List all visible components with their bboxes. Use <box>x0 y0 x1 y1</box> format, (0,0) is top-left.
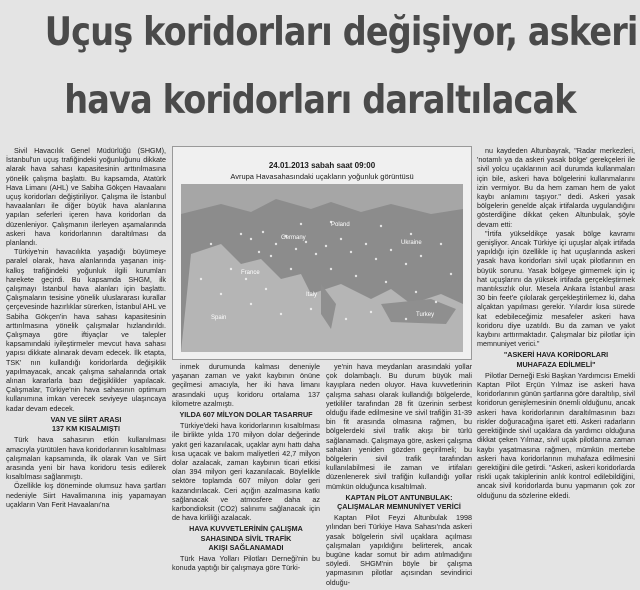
map-caption-title: Avrupa Havasahasındaki uçakların yoğunluk görüntüsü <box>230 172 414 181</box>
paragraph: nu kaydeden Altunbayrak, "Radar merkezleri, 'notamlı ya da askeri yasak bölge' gerekçeleri ile sivil yolcu uçaklarının acil durumda kullanmaları için bile, askeri hava bölgelerini kullanmalarını izin vermiyor. Bu da hem zaman hem de yakıt kaybı anlamını taşıyor." dedi. Askeri yasak bölgelerin genelde alçak irtifalarda uygulandığını gösterdiğine dikkat çeken Altunbulak, şöyle devam etti: <box>477 146 635 229</box>
subheading: SAHASINDA SİVİL TRAFİK <box>200 533 292 543</box>
map-label-france: France <box>241 270 260 276</box>
subheading: ÇALIŞMALAR MEMNUNİYET VERİCİ <box>337 502 461 512</box>
paragraph: Pilotlar Derneği Eski Başkan Yardımcısı Emekli Kaptan Pilot Erçün Yılmaz ise askeri hava koridorlarının günün şartlarına göre daraltılıp, sivil koridorun genişlemesinin önemli olduğunu, ancak askeri hava koridorlarının daraltılmasının bazı riskler doğuracağına işaret etti. Askeri radarların gerektiğinde sivil uçaklara da yardımcı olduğuna dikkat çeken Yılmaz, sivil uçak pilotlarına zaman kaybı yaşatmasına rağmen, mümkün mertebe askeri hava koridorlarının muhafaza edilmesini gerektiğini dile getirdi. "Askeri, askeri koridorlarda riskli uçak takiplerinin anlık kontrol edilebildiğini, ancak sivil koridorlarda bunu yapmanın çok zor olduğunu da sözlerine ekledi. <box>477 370 635 500</box>
map-caption-date: 24.01.2013 sabah saat 09:00 <box>268 161 376 170</box>
paragraph: ye'nin hava meydanları arasındaki yollar çok dolambaçlı. Bu durum büyük mali kayıplara neden oluyor. Hava kuvvetlerinin çalışma sahası olarak kullandığı bölgelerde, yetkililer tarafından 28 fit üzerinin serbest olduğu ifade edilmesine ve sivil trafiğin 31-39 bin fit arasında olmasına rağmen, bu bölgelerdeki sivil trafik akışı bir türlü sağlanamadı. Çalışmaya göre, askeri çalışma sahaları yeniden gözden geçirilmeli; bu bölgelerin sivil trafik tarafından kullanılabilmesi ile zaman ve irtifaları düzenlenerek sivil trafiğin kullandığı yollar mümkün olduğunca kısaltılmalı. <box>326 362 472 491</box>
subheading: HAVA KUVVETLERİNİN ÇALIŞMA <box>189 524 303 534</box>
map-label-poland: Poland <box>331 222 350 228</box>
paragraph: inmek durumunda kalması deneniyle yaşanan zaman ve yakıt kaybının önüne geçilmesi amacıyla, her iki hava limanı arasındaki uçuş koridoru ortalama 137 kilometre azalmıştı. <box>172 362 320 408</box>
column-3 <box>326 362 472 587</box>
map-label-ukraine: Ukraine <box>401 240 422 246</box>
subheading: "ASKERİ HAVA KORİDORLARI <box>503 350 609 360</box>
paragraph: Sivil Havacılık Genel Müdürlüğü (SHGM), İstanbul'un uçuş trafiğindeki yoğunluğunu dikkate alarak hava sahası kapasitesinin arttırılmasına yönelik çalışma başlattı. Bu kapsamda, Atatürk Hava Limanı (AHL) ve Sabiha Gökçen Havaalanı uçuş koridorları değiştiriliyor. Çalışma ile İstanbul havaalanları ile diğer büyük hava alanlarına yapılan seferleri içeren hava koridorları da düzenleniyor. Çalışmanın ilerleyen aşamalarında askeri hava koridorlarının daraltılması da planlandı. <box>6 146 166 248</box>
traffic-density-map <box>181 184 463 352</box>
air-traffic-map-figure <box>172 146 472 360</box>
paragraph: Özellikle kış döneminde olumsuz hava şartları nedeniyle Siirt Havalimanına iniş yapamayan uçakların Van Ferit Havaalanı'na <box>6 481 166 509</box>
column-1 <box>6 146 166 509</box>
paragraph: Türk Hava Yolları Pilotları Derneği'nin bu konuda yaptığı bir çalışmaya göre Türki- <box>172 554 320 573</box>
headline-line-2: hava koridorları daraltılacak <box>64 78 576 123</box>
map-label-italy: Italy <box>306 292 318 298</box>
headline-line-1: Uçuş koridorları değişiyor, askeri <box>44 10 638 55</box>
map-label-spain: Spain <box>211 315 227 321</box>
subheading: MUHAFAZA EDİLMELİ" <box>516 359 596 369</box>
subheading: VAN VE SİİRT ARASI <box>50 414 122 424</box>
subheading: YILDA 607 MİLYON DOLAR TASARRUF <box>179 410 313 420</box>
paragraph: "İrtifa yükseldikçe yasak bölge kavramı genişliyor. Ancak Türkiye içi uçuşlar alçak irtifada yapıldığı için özellikle iç hat uçuşlarında askeri yasak hava koridorları sivil uçak pilotlarının en büyük sorunu. Yasak bölgeye girmemek için iç hat uçuşlarını da yüksek irtifada gerçekleştirmek mantıksızlık olur. Mesela Ankara İstanbul arası 30 bin feet'e çıkılarak gerçekleştirilemez ki, daha alçaktan yapılması gerekir. Yılardır kısa sürede kat edebileceğimiz mesafeler askeri hava koridoru diye uzatıldı. Bu da zaman ve yakıt kaybını arttırmaktadır. Çalışmalar biz pilotlar için memnuniyet verici." <box>477 228 635 349</box>
map-label-turkey: Turkey <box>416 312 435 318</box>
paragraph: Türk hava sahasının etkin kullanılması amacıyla yürütülen hava koridorlarının kısaltılması çalışmaları kapsamında, ilk olarak Van ve Siirt arasında yeni bir hava koridoru tesis edilerek kısaltılması sağlanmıştı. <box>6 435 166 482</box>
subheading: 137 KM KISALMIŞTI <box>52 424 120 434</box>
paragraph: Türkiye'nin havacılıkta yaşadığı büyümeye paralel olarak, hava alanlarında yaşanan iniş-kalkış trafiğindeki yoğunluk ilgili kurumları harekete geçirdi. Bu kapsamda SHGM, ilk çalışmayı İstanbul hava alanları için başlattı. Çalışmaların tesisine yönelik uluslararası kurallar çerçevesinde hazırlıklar sürerken, İstanbul AHL ve Sabiha Gökçen'in hava sahası kapasitesinin arttırılmasına yönelik çalışmalar hızlandırıldı. Çalışmaya göre iftiyaçlar ve talepler kapsamındaki iyileştirmeler mevcut hava sahası yapısı dikkate alınarak devam edecek. İlk etapta, TSK' nın kullandığı koridorlarda değişiklik yapılmayacak, ancak çalışma sahalarında ortak alınan kararlarla bazı değişiklikler yapılacak. Çalışmalar, Türkiye'nin hava sahasının optimum kullanımına imkan verecek seviyeye ulaşıncaya kadar devam edecek. <box>6 247 166 413</box>
paragraph: Kaptan Pilot Feyzi Altunbulak 1998 yılından beri Türkiye Hava Sahası'nda askeri yasak bölgelerin sivil uçaklara açılması çalışmaları yapıldığını belirterek, ancak bugüne kadar somut bir adım atılmadığını söyledi. SHGM'nin böyle bir çalışma yapmasının pilotlar açısından sevindirici olduğu- <box>326 513 472 587</box>
map-label-germany: Germany <box>281 235 306 241</box>
column-4 <box>477 146 635 500</box>
subheading: KAPTAN PİLOT ANTUNBULAK: <box>345 492 453 502</box>
subheading: AKIŞI SAĞLANAMADI <box>208 542 284 552</box>
paragraph: Türkiye'deki hava koridorlarının kısaltılması ile birlikte yılda 170 milyon dolar değerinde yakıt geri kazanılacak, uçaklar aynı hattı daha kısa uçacak ve bakım maliyetleri 42,7 milyon dolar azalacak, zaman kaybının ticari etkisi olan 394 milyon geri kazanılacak. Böylelikle sektöre toplamda 607 milyon dolar geri kazandırılacak. Ceri açığın azalmasına katkı sağlanacak ve atmosfere daha az karbondioksit (CO2) salınımı sağlanacak için de hava kirliliği azalacak. <box>172 421 320 523</box>
column-2 <box>172 362 320 572</box>
